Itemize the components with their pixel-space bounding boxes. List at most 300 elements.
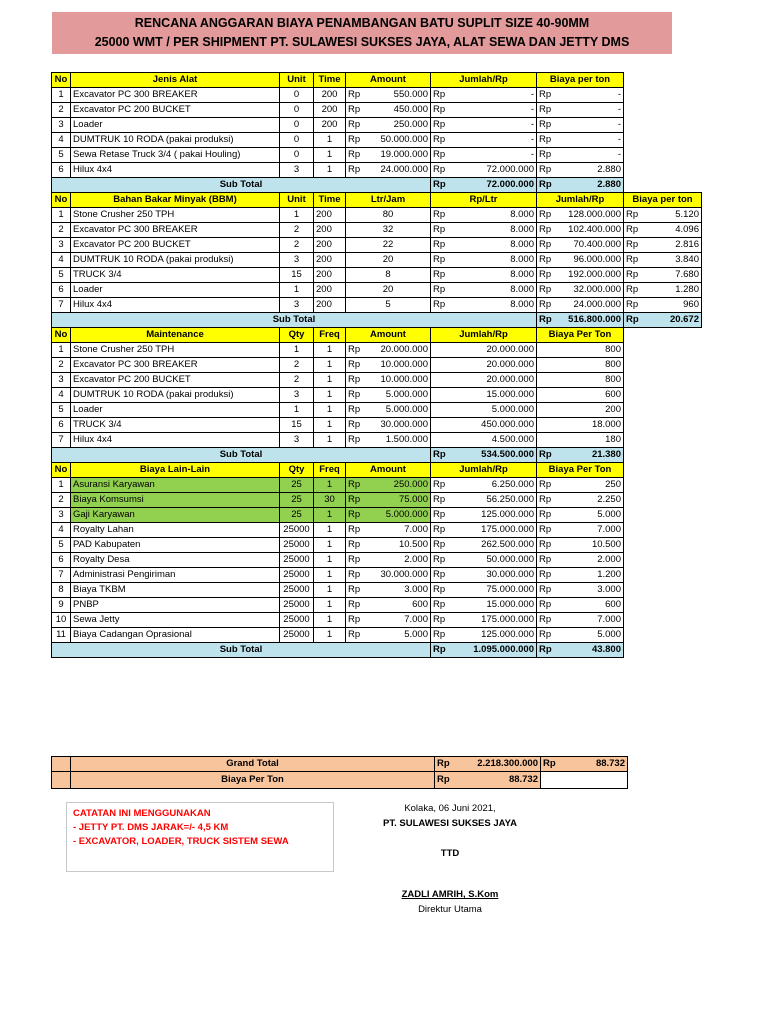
jumlah-cell: Rp 32.000.000	[537, 283, 624, 298]
empty-cell	[624, 598, 702, 613]
jumlah-cell: Rp 102.400.000	[537, 223, 624, 238]
jumlah-cell: Rp 72.000.000	[431, 163, 537, 178]
grand-total-label: Grand Total	[71, 757, 435, 772]
per-ton-cell: 600	[537, 388, 624, 403]
amount-cell: Rp 7.000	[346, 613, 431, 628]
column-header: Biaya per ton	[624, 193, 702, 208]
row-number: 7	[52, 433, 71, 448]
unit-cell: 1	[280, 208, 314, 223]
amount-cell: Rp 250.000	[346, 118, 431, 133]
per-ton-cell: Rp 960	[624, 298, 702, 313]
amount-cell: Rp 19.000.000	[346, 148, 431, 163]
table-row	[52, 223, 702, 238]
jumlah-cell: 4.500.000	[431, 433, 537, 448]
time-cell: 200	[314, 238, 346, 253]
subtotal-label: Sub Total	[52, 313, 537, 328]
empty-cell	[624, 433, 702, 448]
amount-cell: Rp 600	[346, 598, 431, 613]
per-ton-cell: Rp -	[537, 118, 624, 133]
row-number: 4	[52, 133, 71, 148]
column-header: Biaya Per Ton	[537, 328, 624, 343]
row-number: 5	[52, 268, 71, 283]
amount-cell: Rp 10.000.000	[346, 358, 431, 373]
empty-cell	[624, 493, 702, 508]
column-header: Jenis Alat	[71, 73, 280, 88]
amount-cell: Rp 10.500	[346, 538, 431, 553]
table-row	[52, 253, 702, 268]
item-name: Biaya TKBM	[71, 583, 280, 598]
document-title	[52, 12, 672, 54]
subtotal-per-ton: Rp 43.800	[537, 643, 624, 658]
row-number: 3	[52, 238, 71, 253]
item-name: Hilux 4x4	[71, 163, 280, 178]
qty-cell: 1	[280, 403, 314, 418]
table-row	[52, 148, 702, 163]
time-cell: 1	[314, 163, 346, 178]
empty-cell	[624, 613, 702, 628]
qty-cell: 25000	[280, 583, 314, 598]
unit-cell: 3	[280, 298, 314, 313]
item-name: TRUCK 3/4	[71, 418, 280, 433]
qty-cell: 25000	[280, 598, 314, 613]
table-row	[52, 628, 702, 643]
qty-cell: 15	[280, 418, 314, 433]
column-header: Unit	[280, 193, 314, 208]
jumlah-cell: Rp 6.250.000	[431, 478, 537, 493]
column-header: Maintenance	[71, 328, 280, 343]
item-name: Biaya Komsumsi	[71, 493, 280, 508]
per-ton-cell: Rp -	[537, 148, 624, 163]
rp-per-ltr-cell: Rp 8.000	[431, 298, 537, 313]
table-row	[52, 103, 702, 118]
unit-cell: 2	[280, 238, 314, 253]
column-header: Time	[314, 73, 346, 88]
empty-cell	[624, 583, 702, 598]
subtotal-label: Sub Total	[52, 448, 431, 463]
qty-cell: 2	[280, 373, 314, 388]
section4-subtotal-row	[52, 643, 702, 658]
per-ton-cell: Rp -	[537, 88, 624, 103]
empty-cell	[624, 628, 702, 643]
rp-per-ltr-cell: Rp 8.000	[431, 208, 537, 223]
jumlah-cell: Rp 175.000.000	[431, 613, 537, 628]
jumlah-cell: Rp -	[431, 118, 537, 133]
subtotal-label: Sub Total	[52, 643, 431, 658]
table-row	[52, 298, 702, 313]
column-header: Time	[314, 193, 346, 208]
section2-header-row	[52, 193, 702, 208]
row-number: 6	[52, 163, 71, 178]
table-row	[52, 493, 702, 508]
jumlah-cell: Rp 15.000.000	[431, 598, 537, 613]
jumlah-cell: Rp 262.500.000	[431, 538, 537, 553]
table-row	[52, 118, 702, 133]
jumlah-cell: Rp -	[431, 148, 537, 163]
column-header: No	[52, 73, 71, 88]
per-ton-cell: Rp 5.000	[537, 628, 624, 643]
freq-cell: 1	[314, 373, 346, 388]
table-row	[52, 373, 702, 388]
empty-cell	[624, 478, 702, 493]
row-number: 3	[52, 508, 71, 523]
signature-ttd: TTD	[440, 848, 460, 859]
rp-per-ltr-cell: Rp 8.000	[431, 223, 537, 238]
qty-cell: 25	[280, 508, 314, 523]
jumlah-cell: Rp -	[431, 88, 537, 103]
amount-cell: Rp 550.000	[346, 88, 431, 103]
empty-cell	[624, 148, 702, 163]
biaya-per-ton-empty	[541, 772, 628, 789]
empty-cell	[624, 418, 702, 433]
per-ton-cell: 180	[537, 433, 624, 448]
table-row	[52, 163, 702, 178]
jumlah-cell: 20.000.000	[431, 373, 537, 388]
per-ton-cell: Rp 3.840	[624, 253, 702, 268]
empty-cell	[624, 463, 702, 478]
rp-per-ltr-cell: Rp 8.000	[431, 283, 537, 298]
row-number: 10	[52, 613, 71, 628]
row-number: 4	[52, 253, 71, 268]
ltr-per-jam-cell: 32	[346, 223, 431, 238]
row-number: 1	[52, 478, 71, 493]
column-header: Qty	[280, 463, 314, 478]
freq-cell: 1	[314, 403, 346, 418]
table-row	[52, 403, 702, 418]
jumlah-cell: Rp 192.000.000	[537, 268, 624, 283]
row-number: 7	[52, 298, 71, 313]
amount-cell: Rp 3.000	[346, 583, 431, 598]
freq-cell: 1	[314, 358, 346, 373]
jumlah-cell: Rp 30.000.000	[431, 568, 537, 583]
biaya-per-ton-row	[52, 772, 628, 789]
unit-cell: 3	[280, 253, 314, 268]
amount-cell: Rp 75.000	[346, 493, 431, 508]
empty-cell	[624, 508, 702, 523]
jumlah-cell: Rp 50.000.000	[431, 553, 537, 568]
ltr-per-jam-cell: 8	[346, 268, 431, 283]
unit-cell: 0	[280, 133, 314, 148]
table-row	[52, 583, 702, 598]
per-ton-cell: 200	[537, 403, 624, 418]
item-name: DUMTRUK 10 RODA (pakai produksi)	[71, 133, 280, 148]
item-name: Excavator PC 200 BUCKET	[71, 238, 280, 253]
unit-cell: 3	[280, 163, 314, 178]
table-row	[52, 538, 702, 553]
table-row	[52, 283, 702, 298]
per-ton-cell: Rp 2.000	[537, 553, 624, 568]
jumlah-cell: 5.000.000	[431, 403, 537, 418]
item-name: Loader	[71, 283, 280, 298]
section4-header-row	[52, 463, 702, 478]
ltr-per-jam-cell: 5	[346, 298, 431, 313]
per-ton-cell: Rp 2.816	[624, 238, 702, 253]
amount-cell: Rp 50.000.000	[346, 133, 431, 148]
empty-cell	[624, 118, 702, 133]
per-ton-cell: Rp 1.280	[624, 283, 702, 298]
row-number: 8	[52, 583, 71, 598]
item-name: DUMTRUK 10 RODA (pakai produksi)	[71, 253, 280, 268]
empty-cell	[624, 538, 702, 553]
freq-cell: 1	[314, 613, 346, 628]
item-name: TRUCK 3/4	[71, 268, 280, 283]
column-header: Jumlah/Rp	[431, 328, 537, 343]
item-name: PAD Kabupaten	[71, 538, 280, 553]
item-name: Asuransi Karyawan	[71, 478, 280, 493]
amount-cell: Rp 5.000.000	[346, 403, 431, 418]
freq-cell: 1	[314, 538, 346, 553]
freq-cell: 1	[314, 553, 346, 568]
table-row	[52, 388, 702, 403]
freq-cell: 1	[314, 628, 346, 643]
freq-cell: 1	[314, 433, 346, 448]
unit-cell: 0	[280, 103, 314, 118]
subtotal-per-ton: Rp 20.672	[624, 313, 702, 328]
freq-cell: 30	[314, 493, 346, 508]
subtotal-jumlah: Rp 516.800.000	[537, 313, 624, 328]
empty-cell	[624, 643, 702, 658]
time-cell: 200	[314, 88, 346, 103]
jumlah-cell: 20.000.000	[431, 343, 537, 358]
section2-subtotal-row	[52, 313, 702, 328]
jumlah-cell: Rp 56.250.000	[431, 493, 537, 508]
row-number: 5	[52, 538, 71, 553]
per-ton-cell: Rp 10.500	[537, 538, 624, 553]
jumlah-cell: Rp -	[431, 133, 537, 148]
time-cell: 200	[314, 103, 346, 118]
row-number: 1	[52, 343, 71, 358]
column-header: Qty	[280, 328, 314, 343]
amount-cell: Rp 24.000.000	[346, 163, 431, 178]
grand-total-row	[52, 757, 628, 772]
amount-cell: Rp 1.500.000	[346, 433, 431, 448]
freq-cell: 1	[314, 523, 346, 538]
per-ton-cell: Rp 2.880	[537, 163, 624, 178]
empty-cell	[624, 448, 702, 463]
freq-cell: 1	[314, 568, 346, 583]
table-row	[52, 433, 702, 448]
qty-cell: 25	[280, 478, 314, 493]
rp-per-ltr-cell: Rp 8.000	[431, 238, 537, 253]
freq-cell: 1	[314, 508, 346, 523]
signature-company: PT. SULAWESI SUKSES JAYA	[383, 818, 517, 829]
freq-cell: 1	[314, 388, 346, 403]
row-number: 1	[52, 208, 71, 223]
time-cell: 200	[314, 298, 346, 313]
row-number: 7	[52, 568, 71, 583]
per-ton-cell: Rp 3.000	[537, 583, 624, 598]
time-cell: 200	[314, 253, 346, 268]
jumlah-cell: Rp 125.000.000	[431, 628, 537, 643]
item-name: Royalty Desa	[71, 553, 280, 568]
item-name: PNBP	[71, 598, 280, 613]
column-header: Jumlah/Rp	[431, 73, 537, 88]
grand-total-per-ton: Rp 88.732	[541, 757, 628, 772]
amount-cell: Rp 7.000	[346, 523, 431, 538]
section1-subtotal-row	[52, 178, 702, 193]
item-name: Hilux 4x4	[71, 433, 280, 448]
note-box	[66, 802, 334, 872]
item-name: Sewa Jetty	[71, 613, 280, 628]
row-number: 4	[52, 523, 71, 538]
row-number: 4	[52, 388, 71, 403]
ltr-per-jam-cell: 80	[346, 208, 431, 223]
note-line: CATATAN INI MENGGUNAKAN	[73, 808, 211, 819]
row-number: 2	[52, 493, 71, 508]
time-cell: 1	[314, 148, 346, 163]
table-row	[52, 418, 702, 433]
table-row	[52, 508, 702, 523]
column-header: Amount	[346, 463, 431, 478]
empty-cell	[624, 88, 702, 103]
jumlah-cell: Rp 70.400.000	[537, 238, 624, 253]
column-header: Amount	[346, 73, 431, 88]
ltr-per-jam-cell: 22	[346, 238, 431, 253]
amount-cell: Rp 5.000.000	[346, 388, 431, 403]
item-name: Loader	[71, 118, 280, 133]
table-row	[52, 133, 702, 148]
column-header: No	[52, 193, 71, 208]
time-cell: 200	[314, 223, 346, 238]
row-number: 5	[52, 403, 71, 418]
freq-cell: 1	[314, 598, 346, 613]
freq-cell: 1	[314, 583, 346, 598]
row-number: 11	[52, 628, 71, 643]
per-ton-cell: 800	[537, 373, 624, 388]
jumlah-cell: Rp 128.000.000	[537, 208, 624, 223]
table-row	[52, 598, 702, 613]
table-row	[52, 523, 702, 538]
per-ton-cell: 800	[537, 343, 624, 358]
empty-cell	[624, 403, 702, 418]
per-ton-cell: Rp 7.000	[537, 523, 624, 538]
empty-cell	[624, 328, 702, 343]
subtotal-jumlah: Rp 72.000.000	[431, 178, 537, 193]
amount-cell: Rp 5.000	[346, 628, 431, 643]
column-header: Amount	[346, 328, 431, 343]
row-number: 9	[52, 598, 71, 613]
qty-cell: 3	[280, 433, 314, 448]
item-name: Administrasi Pengiriman	[71, 568, 280, 583]
note-line: - JETTY PT. DMS JARAK=/- 4,5 KM	[73, 822, 229, 833]
biaya-per-ton-label: Biaya Per Ton	[71, 772, 435, 789]
per-ton-cell: Rp 7.680	[624, 268, 702, 283]
column-header: Bahan Bakar Minyak (BBM)	[71, 193, 280, 208]
amount-cell: Rp 5.000.000	[346, 508, 431, 523]
column-header: Biaya per ton	[537, 73, 624, 88]
row-number: 6	[52, 553, 71, 568]
per-ton-cell: 18.000	[537, 418, 624, 433]
column-header: Biaya Per Ton	[537, 463, 624, 478]
qty-cell: 25	[280, 493, 314, 508]
item-name: Stone Crusher 250 TPH	[71, 343, 280, 358]
grand-total-no	[52, 757, 71, 772]
item-name: Excavator PC 200 BUCKET	[71, 373, 280, 388]
signature-position: Direktur Utama	[418, 904, 482, 915]
amount-cell: Rp 20.000.000	[346, 343, 431, 358]
qty-cell: 25000	[280, 568, 314, 583]
table-row	[52, 553, 702, 568]
table-row	[52, 613, 702, 628]
item-name: Royalty Lahan	[71, 523, 280, 538]
item-name: Gaji Karyawan	[71, 508, 280, 523]
jumlah-cell: Rp 24.000.000	[537, 298, 624, 313]
item-name: Hilux 4x4	[71, 298, 280, 313]
table-row	[52, 358, 702, 373]
table-row	[52, 208, 702, 223]
empty-cell	[624, 553, 702, 568]
title-line-2: 25000 WMT / PER SHIPMENT PT. SULAWESI SUKSES JAYA, ALAT SEWA DAN JETTY DMS	[94, 35, 630, 49]
subtotal-per-ton: Rp 21.380	[537, 448, 624, 463]
unit-cell: 0	[280, 148, 314, 163]
row-number: 3	[52, 118, 71, 133]
item-name: DUMTRUK 10 RODA (pakai produksi)	[71, 388, 280, 403]
signature-place-date: Kolaka, 06 Juni 2021,	[404, 803, 496, 814]
freq-cell: 1	[314, 478, 346, 493]
column-header: No	[52, 463, 71, 478]
empty-cell	[624, 103, 702, 118]
per-ton-cell: Rp -	[537, 103, 624, 118]
note-line: - EXCAVATOR, LOADER, TRUCK SISTEM SEWA	[73, 836, 289, 847]
qty-cell: 25000	[280, 523, 314, 538]
row-number: 1	[52, 88, 71, 103]
freq-cell: 1	[314, 418, 346, 433]
column-header: Biaya Lain-Lain	[71, 463, 280, 478]
row-number: 6	[52, 283, 71, 298]
empty-cell	[624, 373, 702, 388]
table-row	[52, 343, 702, 358]
section3-subtotal-row	[52, 448, 702, 463]
grand-total-value: Rp 2.218.300.000	[435, 757, 541, 772]
qty-cell: 1	[280, 343, 314, 358]
per-ton-cell: Rp 250	[537, 478, 624, 493]
column-header: Freq	[314, 463, 346, 478]
time-cell: 200	[314, 208, 346, 223]
amount-cell: Rp 30.000.000	[346, 418, 431, 433]
empty-cell	[624, 523, 702, 538]
empty-cell	[624, 163, 702, 178]
ltr-per-jam-cell: 20	[346, 283, 431, 298]
time-cell: 200	[314, 283, 346, 298]
amount-cell: Rp 450.000	[346, 103, 431, 118]
empty-cell	[624, 568, 702, 583]
column-header: Freq	[314, 328, 346, 343]
unit-cell: 15	[280, 268, 314, 283]
rp-per-ltr-cell: Rp 8.000	[431, 253, 537, 268]
item-name: Sewa Retase Truck 3/4 ( pakai Houling)	[71, 148, 280, 163]
time-cell: 200	[314, 268, 346, 283]
budget-table	[51, 72, 702, 658]
qty-cell: 25000	[280, 628, 314, 643]
jumlah-cell: 450.000.000	[431, 418, 537, 433]
empty-cell	[624, 343, 702, 358]
per-ton-cell: Rp 7.000	[537, 613, 624, 628]
row-number: 5	[52, 148, 71, 163]
per-ton-cell: Rp 4.096	[624, 223, 702, 238]
empty-cell	[624, 178, 702, 193]
column-header: Jumlah/Rp	[537, 193, 624, 208]
table-row	[52, 268, 702, 283]
empty-cell	[624, 358, 702, 373]
per-ton-cell: Rp 5.000	[537, 508, 624, 523]
amount-cell: Rp 250.000	[346, 478, 431, 493]
empty-cell	[624, 73, 702, 88]
row-number: 2	[52, 103, 71, 118]
per-ton-cell: Rp 5.120	[624, 208, 702, 223]
jumlah-cell: 20.000.000	[431, 358, 537, 373]
table-row	[52, 238, 702, 253]
subtotal-per-ton: Rp 2.880	[537, 178, 624, 193]
jumlah-cell: Rp 125.000.000	[431, 508, 537, 523]
